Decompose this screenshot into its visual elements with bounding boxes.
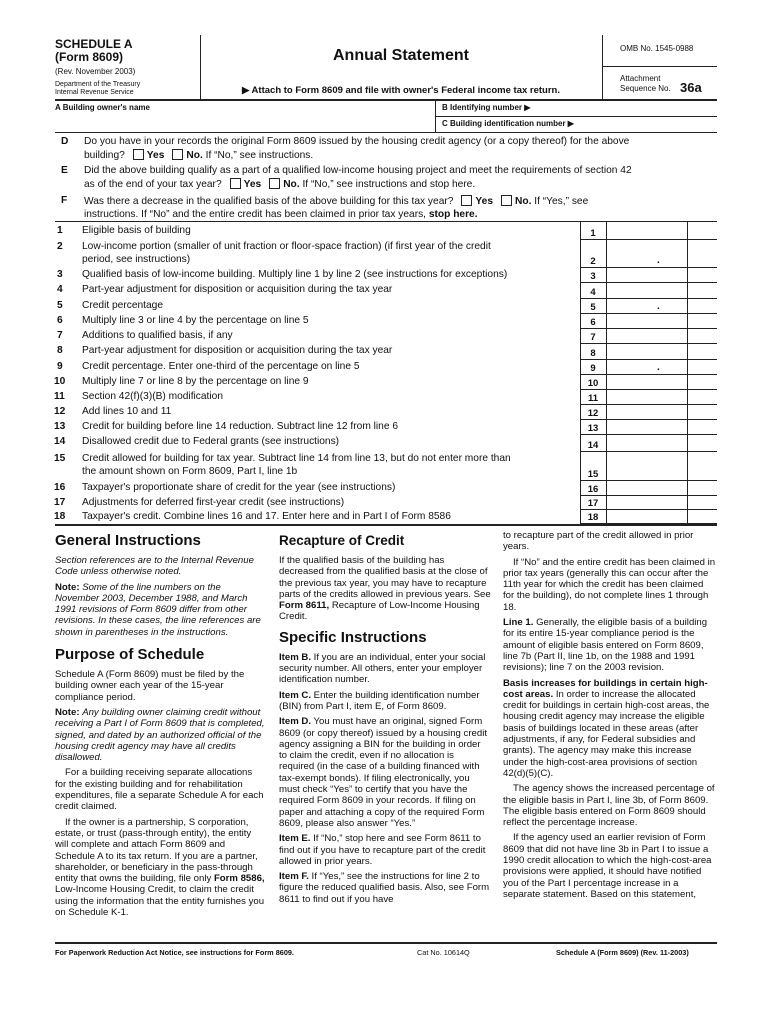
line-box-number: 12 (587, 408, 599, 419)
form-line-16 (54, 481, 717, 496)
line-10-amount-field[interactable] (607, 375, 717, 390)
line-box-number: 16 (587, 484, 599, 495)
schedule-label: SCHEDULE A (55, 37, 133, 51)
line-description: Eligible basis of building (82, 225, 191, 236)
agency-name: Internal Revenue Service (55, 89, 134, 96)
line-description: Taxpayer's proportionate share of credit for the year (see instructions) (82, 482, 396, 493)
form-line-12 (54, 405, 717, 420)
line-6-amount-field[interactable] (607, 314, 717, 329)
line-description: Adjustments for deferred first-year credit (see instructions) (82, 497, 345, 508)
form-line-5 (57, 299, 717, 314)
line-description: Low-income portion (smaller of unit fraction or floor-space fraction) (if first year of the credit (82, 241, 491, 252)
line-box-number: 13 (587, 423, 599, 434)
line-number: 16 (54, 482, 66, 493)
line-description: Credit percentage (82, 300, 163, 311)
form-line-17 (54, 496, 717, 510)
footer-form-id: Schedule A (Form 8609) (Rev. 11-2003) (556, 948, 689, 957)
line-number: 3 (57, 269, 63, 280)
attach-instruction: ▶ Attach to Form 8609 and file with owner's Federal income tax return. (241, 85, 561, 96)
line-number: 12 (54, 406, 66, 417)
form-line-11 (54, 390, 717, 405)
line-number: 18 (54, 511, 66, 522)
line-box-number: 8 (590, 348, 596, 359)
form-line-9 (57, 360, 717, 375)
line-17-amount-field[interactable] (607, 496, 717, 510)
line-instructions-column: to recapture part of the credit allowed in prior years. If “No” and the entire credit has been claimed in prior tax years (generally this can occur after the 11th year for which the credit has been claimed for the building), do not complete lines 1 through 18. Line 1. Generally, the eligible basis of a building for its entire 15-year compliance period is the amount of eligible basis entered on Form 8609, line 7b (Part II, line 1b, on the 1988 and 1991 revisions); line 7 on the 2003 revision. Basis increases for buildings in certain high-cost areas. In order to increase the allocated credit for buildings in certain high-cost areas, the housing credit agency may increase the eligible basis of buildings located in these areas (after adjustments, if any, for Federal subsidies and grants). The agency may make this increase under the high-cost-area provisions of section 42(d)(5)(C). The agency shows the increased percentage of the eligible basis in Part I, line 3b, of Form 8609. The eligible basis entered on Form 8609 should reflect the percentage increase. If the agency used an earlier revision of Form 8609 that did not have line 3b in Part I to issue a 1990 credit allocation to which the high-cost-area provisions were applied, it should have notified you of the Part I percentage increase in a separate statement. Based on this statement, (503, 530, 716, 900)
line-box-number: 7 (590, 332, 596, 343)
form-line-14 (54, 435, 717, 452)
line-description-cont: the amount shown on Form 8609, Part I, line 1b (82, 466, 298, 477)
purpose-heading: Purpose of Schedule (55, 646, 205, 664)
line-number: 14 (54, 436, 66, 447)
line-box-number: 18 (587, 512, 599, 523)
line-number: 7 (57, 330, 63, 341)
form-line-8 (57, 344, 717, 360)
line-2-amount-field[interactable] (607, 240, 717, 268)
line-box-number: 14 (587, 440, 599, 451)
owner-name-field[interactable] (55, 112, 435, 132)
question-d-no-checkbox[interactable] (172, 149, 183, 160)
line-box-number: 2 (590, 256, 596, 267)
line-box-number: 10 (587, 378, 599, 389)
line-12-amount-field[interactable] (607, 405, 717, 420)
sequence-label: Sequence No. (620, 84, 671, 93)
sequence-number: 36a (680, 80, 702, 95)
line-description: Credit for building before line 14 reduction. Subtract line 12 from line 6 (82, 421, 398, 432)
line-box-number: 6 (590, 317, 596, 328)
form-line-13 (54, 420, 717, 435)
decimal-point: . (657, 301, 660, 312)
line-number: 13 (54, 421, 66, 432)
line-16-amount-field[interactable] (607, 481, 717, 496)
owner-name-label: A Building owner's name (55, 103, 150, 112)
line-13-amount-field[interactable] (607, 420, 717, 435)
line-number: 17 (54, 497, 66, 508)
building-id-label: C Building identification number ▶ (442, 119, 574, 128)
line-box-number: 3 (590, 271, 596, 282)
line-box-number: 11 (587, 393, 599, 404)
identifying-number-field[interactable] (530, 101, 717, 116)
line-description: Credit allowed for building for tax year. Subtract line 14 from line 13, but do not enter more than (82, 453, 511, 464)
line-11-amount-field[interactable] (607, 390, 717, 405)
line-description: Part-year adjustment for disposition or acquisition during the tax year (82, 284, 393, 295)
line-box-number: 4 (590, 287, 596, 298)
decimal-point: . (657, 362, 660, 373)
line-description-cont: period, see instructions) (82, 254, 191, 265)
line-number: 11 (54, 391, 65, 402)
general-instructions-column: General Instructions Section references are to the Internal Revenue Code unless otherwise noted. Note: Some of the line numbers on the November 2003, December 1988, and March 1991 revisions of Form 8609 differ from other revisions. In these cases, the line references are shown in parentheses in the instructions. Purpose of Schedule Schedule A (Form 8609) must be filed by the building owner each year of the 15-year compliance period. Note: Any building owner claiming credit without receiving a Part I of Form 8609 that is completed, signed, and dated by an authorized official of the housing credit agency may have all credits disallowed. For a building receiving separate allocations for the existing building and for rehabilitation expenditures, file a separate Schedule A for each credit claimed. If the owner is a partnership, S corporation, estate, or trust (pass-through entity), the entity will complete and attach Form 8609 and Schedule A to its tax return. If you are a partner, shareholder, or beneficiary in the pass-through entity that owns the building, file only Form 8586, Low-Income Housing Credit, to claim the credit using the information that the entity furnishes you on Schedule K-1. (55, 532, 265, 919)
line-number: 9 (57, 361, 63, 372)
line-7-amount-field[interactable] (607, 329, 717, 344)
line-description: Disallowed credit due to Federal grants (see instructions) (82, 436, 340, 447)
line-box-number: 9 (590, 363, 596, 374)
form-line-6 (57, 314, 717, 329)
question-e-no-checkbox[interactable] (269, 178, 280, 189)
line-4-amount-field[interactable] (607, 283, 717, 299)
line-3-amount-field[interactable] (607, 268, 717, 283)
revision-date: (Rev. November 2003) (55, 67, 136, 76)
line-number: 10 (54, 376, 66, 387)
line-14-amount-field[interactable] (607, 435, 717, 452)
form-line-18 (54, 510, 717, 524)
line-number: 5 (57, 300, 63, 311)
department-name: Department of the Treasury (55, 81, 141, 88)
line-description: Qualified basis of low-income building. Multiply line 1 by line 2 (see instructions for exceptions) (82, 269, 508, 280)
recapture-heading: Recapture of Credit (279, 533, 405, 548)
line-box-number: 1 (590, 228, 596, 239)
line-5-amount-field[interactable] (607, 299, 717, 314)
question-f-no-checkbox[interactable] (501, 195, 512, 206)
line-box-number: 15 (587, 469, 599, 480)
specific-instructions-column: Recapture of Credit If the qualified basis of the building has decreased from the qualified basis at the close of the previous tax year, you may have to recapture parts of the credits allowed in previous years. See Form 8611, Recapture of Low-Income Housing Credit. Specific Instructions Item B. If you are an individual, enter your social security number. All others, enter your employer identification number. Item C. Enter the building identification number (BIN) from Part I, item E, of Form 8609. Item D. You must have an original, signed Form 8609 (or copy thereof) issued by a housing credit agency assigning a BIN for the building in order to claim the credit, even if no allocation is required (in the case of a building financed with tax-exempt bonds). If filing electronically, you must check “Yes” to certify that you have the required Form 8609 in your records. If filing on paper and attaching a copy of the required Form 8609, please also answer “Yes.” Item E. If “No,” stop here and see Form 8611 to find out if you have to recapture part of the credit allowed in prior years. Item F. If “Yes,” see the instructions for line 2 to figure the reduced qualified basis. Also, see Form 8611 to find out if you have (279, 533, 491, 905)
line-box-number: 5 (590, 302, 596, 313)
specific-instructions-heading: Specific Instructions (279, 628, 427, 646)
line-number: 6 (57, 315, 63, 326)
form-line-4 (57, 283, 717, 299)
decimal-point: . (657, 255, 660, 266)
form-line-15 (54, 452, 717, 481)
omb-number: OMB No. 1545-0988 (620, 44, 694, 53)
line-15-amount-field[interactable] (607, 452, 717, 481)
line-description: Multiply line 3 or line 4 by the percentage on line 5 (82, 315, 309, 326)
line-number: 1 (57, 225, 63, 236)
line-box-number: 17 (587, 498, 599, 509)
line-1-amount-field[interactable] (607, 224, 717, 240)
line-description: Section 42(f)(3)(B) modification (82, 391, 223, 402)
building-id-field[interactable] (580, 117, 717, 132)
line-description: Add lines 10 and 11 (82, 406, 172, 417)
paperwork-notice: For Paperwork Reduction Act Notice, see instructions for Form 8609. (55, 948, 294, 957)
form-line-1 (57, 224, 717, 240)
form-line-7 (57, 329, 717, 344)
form-title: Annual Statement (332, 47, 469, 64)
line-description: Part-year adjustment for disposition or acquisition during the tax year (82, 345, 393, 356)
catalog-number: Cat No. 10614Q (417, 948, 470, 957)
line-description: Multiply line 7 or line 8 by the percentage on line 9 (82, 376, 309, 387)
question-e-yes-checkbox[interactable] (230, 178, 241, 189)
identifying-number-label: B Identifying number ▶ (442, 103, 531, 112)
line-description: Additions to qualified basis, if any (82, 330, 233, 341)
general-instructions-heading: General Instructions (55, 532, 201, 549)
line-number: 2 (57, 241, 63, 252)
question-d-yes-checkbox[interactable] (133, 149, 144, 160)
line-number: 15 (54, 453, 66, 464)
line-number: 4 (57, 284, 63, 295)
line-description: Taxpayer's credit. Combine lines 16 and 17. Enter here and in Part I of Form 8586 (82, 511, 451, 522)
attachment-label: Attachment (620, 74, 661, 83)
form-line-3 (57, 268, 717, 283)
line-18-amount-field[interactable] (607, 510, 717, 524)
form-number: (Form 8609) (55, 50, 124, 64)
line-9-amount-field[interactable] (607, 360, 717, 375)
form-line-10 (54, 375, 717, 390)
line-description: Credit percentage. Enter one-third of the percentage on line 5 (82, 361, 360, 372)
form-line-2 (57, 240, 717, 268)
question-f-yes-checkbox[interactable] (461, 195, 472, 206)
line-number: 8 (57, 345, 63, 356)
line-8-amount-field[interactable] (607, 344, 717, 360)
